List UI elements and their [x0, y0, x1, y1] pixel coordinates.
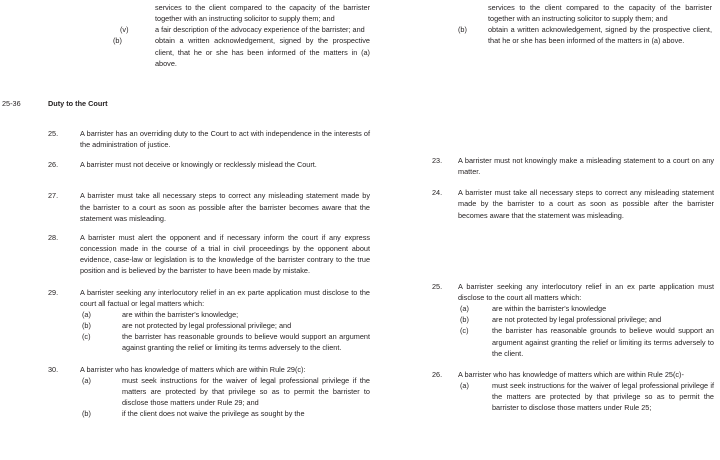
left-continuation-roman-label: (v): [120, 25, 129, 35]
rule-body: [458, 369, 714, 414]
rule-number: 26.: [432, 369, 443, 379]
rule-item: [430, 155, 716, 177]
rule-item: [0, 128, 372, 150]
rule-body: [80, 190, 370, 223]
rule-number: 23.: [432, 156, 443, 165]
rule-subitem: [458, 380, 714, 413]
rule-number: 25.: [48, 129, 59, 138]
rule-spacer: [0, 354, 372, 364]
rule-subitem-label: (a): [460, 381, 469, 391]
rule-item: [0, 232, 372, 277]
left-continuation-b-label: (b): [113, 36, 122, 46]
right-continuation-b-item: [430, 24, 716, 46]
right-column-rules: [430, 155, 716, 414]
rule-text: A barrister who has knowledge of matters which are within Rule 29(c):: [80, 364, 306, 374]
rule-subitem-label: (b): [460, 315, 469, 325]
rule-spacer: [430, 221, 716, 281]
rule-subitem-text: are not protected by legal professional privilege; and: [492, 315, 662, 325]
left-continuation-b-item: [0, 35, 372, 68]
rule-number: 24.: [432, 188, 443, 198]
rule-subitem: [80, 309, 370, 320]
rule-spacer: [430, 177, 716, 187]
rule-body: [80, 232, 370, 277]
right-column-continuation-block: [430, 2, 716, 47]
rule-item: [0, 364, 372, 420]
rule-body: [458, 281, 714, 359]
rule-number: 30.: [48, 364, 59, 374]
rule-subitem: [458, 303, 714, 314]
rule-subitem-text: the barrister has reasonable grounds to believe would support an argument against granting the relief or limiting its terms adversely to the client.: [122, 332, 370, 353]
rule-subitem-text: the barrister has reasonable grounds to believe would support an argument against granting the relief or limiting its terms adversely to the client.: [492, 326, 714, 358]
rule-number: 26.: [48, 160, 59, 170]
left-column-rules: [0, 128, 372, 419]
rule-subitem-label: (a): [460, 304, 469, 314]
rule-text: A barrister must alert the opponent and if necessary inform the court if any express concession made in the course of a trial in civil proceedings by the opponent about evidence, case-law or legislation is to the knowledge of the barrister contrary to the true position and is believed by the barrister to have been made by mistake.: [80, 232, 370, 276]
rule-subitem-text: must seek instructions for the waiver of legal professional privilege if the matters are protected by that privilege so as to permit the barrister to disclose those matters under Rule 25;: [492, 381, 714, 413]
rule-subitem-text: if the client does not waive the privilege as sought by the: [122, 409, 305, 419]
rule-text: A barrister must take all necessary steps to correct any misleading statement made by the barrister to a court as soon as possible after the barrister becomes aware that the statement was misleading.: [458, 188, 714, 220]
right-continuation-b-label: (b): [458, 25, 467, 35]
left-continuation-b-text: obtain a written acknowledgement, signed by the prospective client, that he or she has been informed of the matters in (a) above.: [155, 36, 370, 68]
rule-body: [80, 128, 370, 150]
rule-spacer: [0, 150, 372, 159]
rule-subitem: [80, 375, 370, 408]
rule-text: A barrister seeking any interlocutory relief in an ex parte application must disclose to the court all matters which:: [458, 281, 714, 302]
rule-subitem-label: (a): [82, 309, 91, 319]
rule-subitem-label: (c): [82, 332, 91, 342]
rule-text: A barrister seeking any interlocutory relief in an ex parte application must disclose to the court all factual or legal matters which:: [80, 287, 370, 308]
rule-spacer: [0, 170, 372, 190]
rule-subitem-text: are not protected by legal professional privilege; and: [122, 321, 292, 331]
rule-item: [430, 187, 716, 220]
rule-spacer: [0, 224, 372, 232]
rule-subitem-text: must seek instructions for the waiver of legal professional privilege if the matters are protected by that privilege so as to permit the barrister to disclose those matters under Rule 29; and: [122, 375, 370, 407]
rule-number: 27.: [48, 191, 59, 201]
rule-subitem: [80, 320, 370, 331]
rule-item: [0, 159, 372, 170]
rule-text: A barrister who has knowledge of matters which are within Rule 25(c)-: [458, 369, 684, 379]
rule-body: [458, 187, 714, 220]
page-title: Duty to the Court: [48, 99, 108, 108]
rule-item: [430, 281, 716, 359]
right-continuation-b-text: obtain a written acknowledgement, signed by the prospective client, that he or she has been informed of the matters in (a) above.: [488, 25, 712, 46]
rule-subitem-text: are within the barrister's knowledge: [492, 304, 607, 314]
rule-text: A barrister must not deceive or knowingly or recklessly mislead the Court.: [80, 160, 317, 170]
left-continuation-roman-item: [0, 24, 372, 35]
left-column-continuation-block: [0, 2, 372, 69]
margin-reference: 25-36: [2, 99, 21, 108]
rule-spacer: [0, 277, 372, 287]
rule-subitem-label: (b): [82, 321, 91, 331]
rule-number: 25.: [432, 281, 443, 291]
rule-spacer: [430, 359, 716, 369]
rule-body: [80, 287, 370, 354]
rule-subitem: [458, 325, 714, 358]
right-continuation-lead-text: services to the client compared to the capacity of the barrister together with an instructing solicitor to supply them; and: [488, 3, 712, 24]
rule-text: A barrister must take all necessary steps to correct any misleading statement made by the barrister to a court as soon as possible after the barrister becomes aware that the statement was misleading.: [80, 191, 370, 223]
left-continuation-lead-text: services to the client compared to the capacity of the barrister together with an instructing solicitor to supply them; and: [155, 3, 370, 24]
rule-text: A barrister has an overriding duty to the Court to act with independence in the interests of the administration of justice.: [80, 129, 370, 150]
rule-body: [80, 364, 370, 420]
rule-item: [0, 190, 372, 223]
rule-text: A barrister must not knowingly make a misleading statement to a court on any matter.: [458, 156, 714, 177]
rule-number: 28.: [48, 232, 59, 242]
rule-subitem-label: (a): [82, 375, 91, 385]
rule-subitem: [80, 408, 370, 419]
rule-subitem-label: (c): [460, 326, 469, 336]
rule-item: [430, 369, 716, 414]
rule-body: [458, 155, 714, 177]
rule-subitem: [458, 314, 714, 325]
left-continuation-roman-text: a fair description of the advocacy experience of the barrister; and: [155, 25, 365, 35]
rule-number: 29.: [48, 287, 59, 297]
section-heading-row: [0, 98, 372, 109]
rule-body: [80, 159, 370, 170]
rule-subitem-text: are within the barrister's knowledge;: [122, 309, 239, 319]
rule-subitem: [80, 331, 370, 353]
rule-subitem-label: (b): [82, 409, 91, 419]
rule-item: [0, 287, 372, 354]
